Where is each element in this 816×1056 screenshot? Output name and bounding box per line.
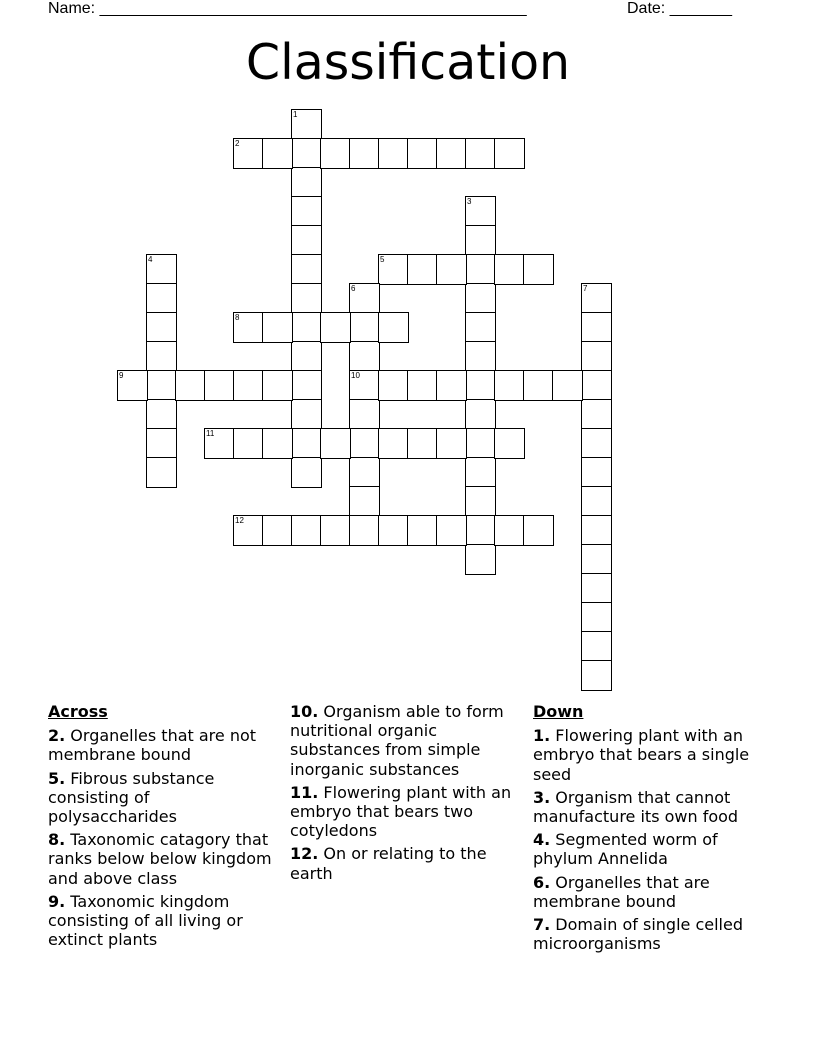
crossword-cell[interactable] <box>146 341 177 372</box>
clue-number-label: 1. <box>533 726 551 746</box>
crossword-cell[interactable] <box>523 515 554 546</box>
crossword-cell[interactable] <box>494 138 525 169</box>
crossword-cell[interactable] <box>465 138 496 169</box>
crossword-cell[interactable] <box>349 283 380 314</box>
crossword-cell[interactable] <box>581 457 612 488</box>
crossword-cell[interactable] <box>291 167 322 198</box>
across-clues-column-2 <box>290 702 520 887</box>
crossword-cell[interactable] <box>262 138 293 169</box>
clue <box>48 892 273 950</box>
clue-text: Taxonomic catagory that ranks below below kingdom and above class <box>48 830 272 888</box>
clue <box>48 769 273 827</box>
crossword-cell[interactable] <box>204 428 235 459</box>
clue <box>533 788 773 826</box>
crossword-cell[interactable] <box>378 312 409 343</box>
crossword-cell[interactable] <box>291 312 322 343</box>
clue-text: Domain of single celled microorganisms <box>533 915 743 954</box>
crossword-cell[interactable] <box>494 254 525 285</box>
crossword-cell[interactable] <box>494 515 525 546</box>
crossword-cell[interactable] <box>465 428 496 459</box>
crossword-cell[interactable] <box>581 631 612 662</box>
clue <box>48 830 273 888</box>
crossword-cell[interactable] <box>581 660 612 691</box>
name-field-label: Name: ________________________________________________ <box>48 0 527 17</box>
crossword-cell[interactable] <box>581 370 612 401</box>
crossword-cell[interactable] <box>117 370 148 401</box>
crossword-cell[interactable] <box>581 602 612 633</box>
clue-number: 8 <box>235 313 240 322</box>
clue-number: 3 <box>467 197 472 206</box>
crossword-cell[interactable] <box>581 486 612 517</box>
crossword-cell[interactable] <box>465 312 496 343</box>
crossword-cell[interactable] <box>291 225 322 256</box>
clue-text: On or relating to the earth <box>290 844 487 883</box>
crossword-cell[interactable] <box>291 399 322 430</box>
clue-number: 7 <box>583 284 588 293</box>
crossword-cell[interactable] <box>233 515 264 546</box>
clue-text: Organelles that are membrane bound <box>533 872 710 911</box>
crossword-cell[interactable] <box>146 428 177 459</box>
clue-text: Flowering plant with an embryo that bears a single seed <box>533 726 750 784</box>
crossword-cell[interactable] <box>581 341 612 372</box>
crossword-cell[interactable] <box>262 515 293 546</box>
crossword-cell[interactable] <box>465 225 496 256</box>
crossword-cell[interactable] <box>552 370 583 401</box>
crossword-cell[interactable] <box>378 254 409 285</box>
crossword-cell[interactable] <box>262 428 293 459</box>
crossword-cell[interactable] <box>581 573 612 604</box>
clue <box>290 783 520 841</box>
clue-number: 4 <box>148 255 153 264</box>
across-clues-column-1 <box>48 702 273 953</box>
clue-number-label: 6. <box>533 872 551 892</box>
crossword-cell[interactable] <box>465 370 496 401</box>
crossword-cell[interactable] <box>581 428 612 459</box>
clue-number-label: 4. <box>533 830 551 850</box>
crossword-cell[interactable] <box>291 283 322 314</box>
clue <box>533 830 773 868</box>
across-list-2 <box>290 702 520 883</box>
clue-number-label: 10. <box>290 702 319 721</box>
clue-text: Organelles that are not membrane bound <box>48 726 257 765</box>
crossword-cell[interactable] <box>233 428 264 459</box>
crossword-cell[interactable] <box>378 515 409 546</box>
crossword-cell[interactable] <box>146 312 177 343</box>
crossword-cell[interactable] <box>349 457 380 488</box>
crossword-cell[interactable] <box>465 341 496 372</box>
crossword-cell[interactable] <box>349 515 380 546</box>
crossword-cell[interactable] <box>146 399 177 430</box>
crossword-cell[interactable] <box>262 370 293 401</box>
crossword-cell[interactable] <box>523 254 554 285</box>
crossword-cell[interactable] <box>291 457 322 488</box>
crossword-cell[interactable] <box>523 370 554 401</box>
crossword-cell[interactable] <box>465 457 496 488</box>
across-heading: Across <box>48 702 108 721</box>
crossword-cell[interactable] <box>581 515 612 546</box>
clue-text: Organism able to form nutritional organic substances from simple inorganic substances <box>290 702 504 779</box>
clue-number-label: 2. <box>48 726 66 746</box>
crossword-cell[interactable] <box>291 196 322 227</box>
clue-number: 9 <box>119 371 124 380</box>
crossword-cell[interactable] <box>233 370 264 401</box>
crossword-cell[interactable] <box>436 138 467 169</box>
clue <box>533 915 773 953</box>
crossword-cell[interactable] <box>581 283 612 314</box>
crossword-cell[interactable] <box>436 254 467 285</box>
clue-number: 5 <box>380 255 385 264</box>
crossword-cell[interactable] <box>291 109 322 140</box>
clue-number-label: 7. <box>533 915 551 935</box>
clue <box>533 873 773 911</box>
clue-text: Flowering plant with an embryo that bears two cotyledons <box>290 782 512 841</box>
crossword-cell[interactable] <box>320 138 351 169</box>
crossword-cell[interactable] <box>378 428 409 459</box>
clue-number-label: 11. <box>290 782 319 802</box>
clue-text: Fibrous substance consisting of polysaccharides <box>48 768 215 827</box>
down-clues-column <box>533 702 773 957</box>
crossword-cell[interactable] <box>349 312 380 343</box>
crossword-cell[interactable] <box>349 138 380 169</box>
clue-number-label: 8. <box>48 830 66 850</box>
crossword-cell[interactable] <box>378 138 409 169</box>
crossword-cell[interactable] <box>465 486 496 517</box>
crossword-cell[interactable] <box>436 515 467 546</box>
clue-number: 1 <box>293 110 298 119</box>
crossword-cell[interactable] <box>349 486 380 517</box>
crossword-cell[interactable] <box>146 457 177 488</box>
clue-number: 2 <box>235 139 240 148</box>
crossword-cell[interactable] <box>146 283 177 314</box>
crossword-cell[interactable] <box>407 138 438 169</box>
clue-number: 11 <box>206 429 215 438</box>
crossword-cell[interactable] <box>291 138 322 169</box>
clue-number: 10 <box>351 371 360 380</box>
date-field-label: Date: _______ <box>627 0 732 17</box>
crossword-cell[interactable] <box>494 370 525 401</box>
crossword-cell[interactable] <box>349 370 380 401</box>
clue <box>290 844 520 882</box>
clue-number-label: 12. <box>290 844 319 864</box>
crossword-cell[interactable] <box>233 312 264 343</box>
crossword-cell[interactable] <box>436 370 467 401</box>
crossword-cell[interactable] <box>407 428 438 459</box>
crossword-cell[interactable] <box>291 515 322 546</box>
clue-text: Segmented worm of phylum Annelida <box>533 830 718 869</box>
down-list <box>533 726 773 953</box>
crossword-cell[interactable] <box>407 370 438 401</box>
crossword-cell[interactable] <box>407 254 438 285</box>
crossword-cell[interactable] <box>407 515 438 546</box>
clue <box>48 726 273 764</box>
crossword-cell[interactable] <box>146 254 177 285</box>
clue <box>290 702 520 779</box>
crossword-cell[interactable] <box>175 370 206 401</box>
crossword-cell[interactable] <box>146 370 177 401</box>
clue-number-label: 5. <box>48 768 66 788</box>
clue-text: Taxonomic kingdom consisting of all living or extinct plants <box>48 891 243 950</box>
crossword-cell[interactable] <box>233 138 264 169</box>
across-list-1 <box>48 726 273 949</box>
clue-number: 6 <box>351 284 356 293</box>
crossword-cell[interactable] <box>465 254 496 285</box>
crossword-cell[interactable] <box>291 370 322 401</box>
crossword-cell[interactable] <box>494 428 525 459</box>
crossword-cell[interactable] <box>465 515 496 546</box>
crossword-cell[interactable] <box>291 341 322 372</box>
clue-number-label: 3. <box>533 787 551 807</box>
crossword-cell[interactable] <box>378 370 409 401</box>
clue-text: Organism that cannot manufacture its own food <box>533 787 739 827</box>
crossword-cell[interactable] <box>349 428 380 459</box>
crossword-cell[interactable] <box>320 312 351 343</box>
crossword-cell[interactable] <box>465 399 496 430</box>
clue <box>533 726 773 784</box>
crossword-cell[interactable] <box>465 544 496 575</box>
down-heading: Down <box>533 702 584 721</box>
crossword-cell[interactable] <box>349 399 380 430</box>
crossword-cell[interactable] <box>465 196 496 227</box>
crossword-cell[interactable] <box>436 428 467 459</box>
page-title: Classification <box>245 34 571 91</box>
crossword-cell[interactable] <box>349 341 380 372</box>
crossword-cell[interactable] <box>204 370 235 401</box>
crossword-cell[interactable] <box>581 399 612 430</box>
clue-number: 12 <box>235 516 244 525</box>
clue-number-label: 9. <box>48 891 66 911</box>
crossword-cell[interactable] <box>291 428 322 459</box>
crossword-cell[interactable] <box>465 283 496 314</box>
crossword-cell[interactable] <box>320 515 351 546</box>
crossword-cell[interactable] <box>320 428 351 459</box>
crossword-cell[interactable] <box>581 544 612 575</box>
crossword-cell[interactable] <box>262 312 293 343</box>
crossword-cell[interactable] <box>581 312 612 343</box>
crossword-cell[interactable] <box>291 254 322 285</box>
